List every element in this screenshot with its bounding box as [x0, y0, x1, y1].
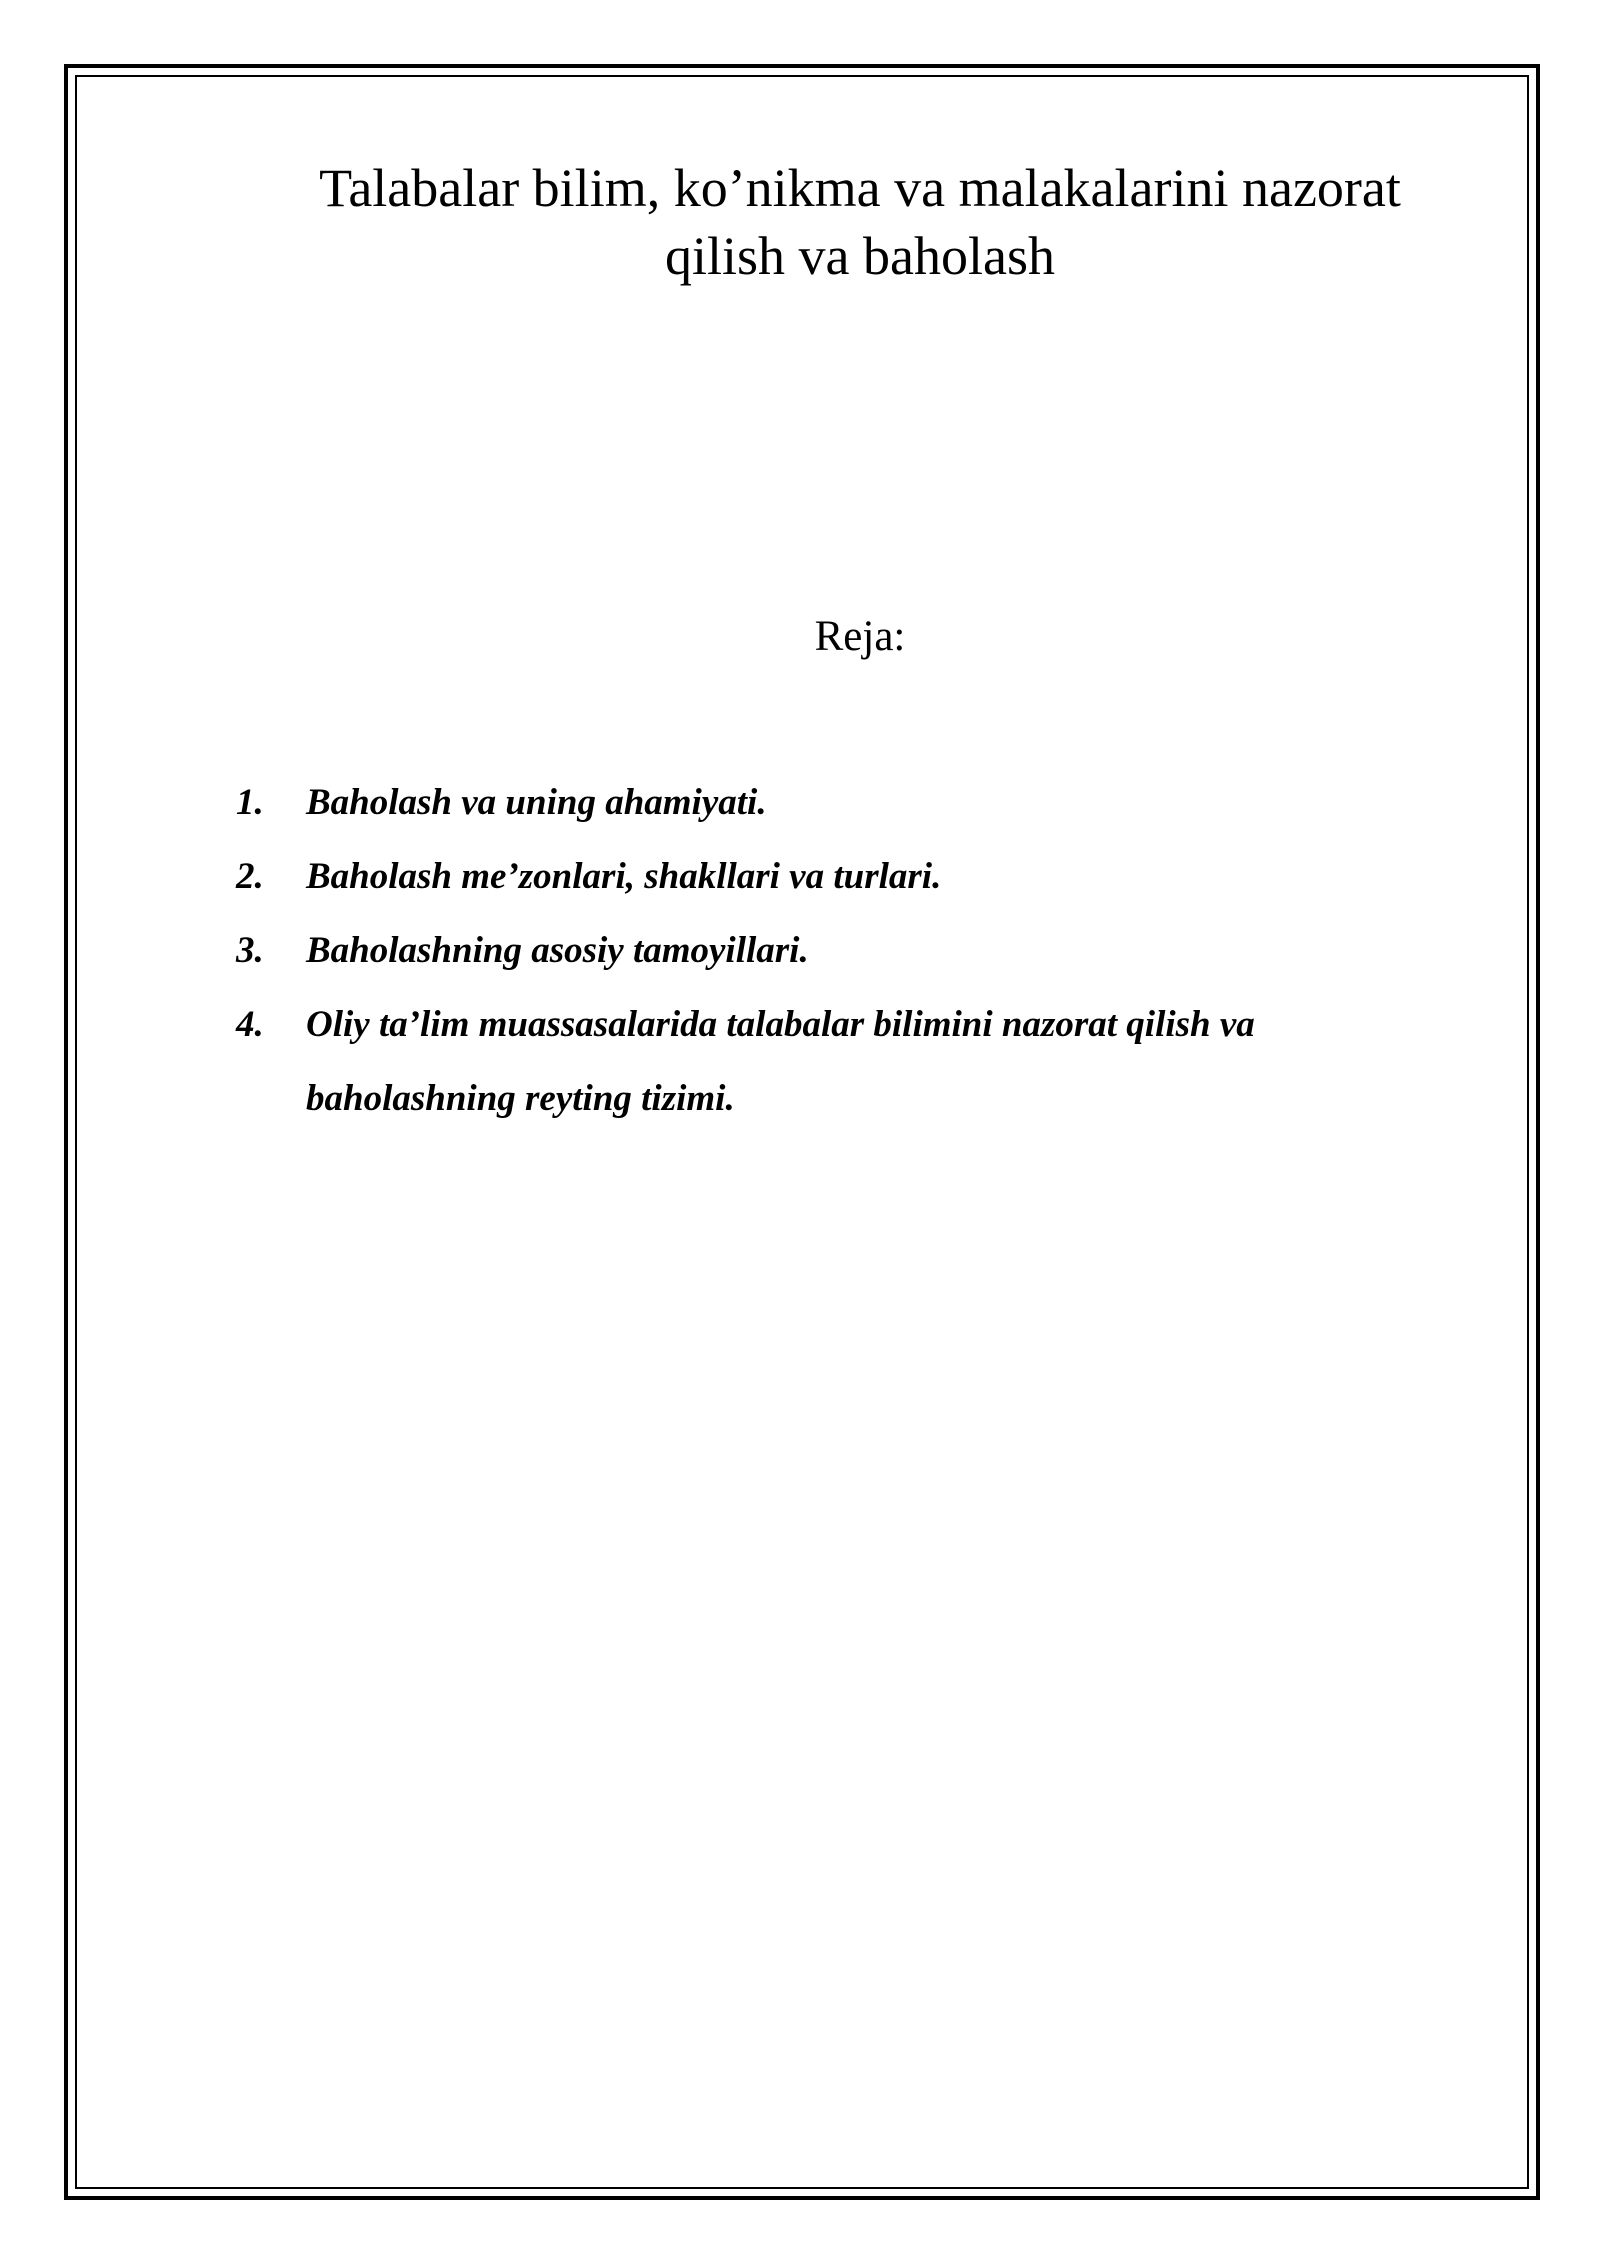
plan-item-3: [232, 914, 1472, 988]
plan-item-text: Baholashning asosiy tamoyillari.: [306, 930, 809, 971]
document-title-line-2: qilish va baholash: [665, 226, 1055, 286]
plan-item-number: 1.: [236, 782, 264, 823]
document-title-line-1: Talabalar bilim, ko’nikma va malakalarini nazorat: [319, 158, 1401, 218]
plan-item-2: [232, 840, 1472, 914]
plan-item-1: [232, 766, 1472, 840]
plan-list: [232, 766, 1472, 1136]
plan-item-text: Oliy ta’lim muassasalarida talabalar bilimini nazorat qilish va baholashning reyting tizimi.: [306, 1004, 1255, 1119]
plan-heading: Reja:: [814, 613, 906, 660]
plan-item-text: Baholash va uning ahamiyati.: [306, 782, 767, 823]
plan-item-text: Baholash me’zonlari, shakllari va turlari.: [306, 856, 942, 897]
plan-item-4: [232, 988, 1472, 1136]
plan-item-number: 3.: [236, 930, 264, 971]
plan-item-number: 4.: [236, 1004, 264, 1045]
plan-item-number: 2.: [236, 856, 264, 897]
document-title: [240, 154, 1480, 290]
